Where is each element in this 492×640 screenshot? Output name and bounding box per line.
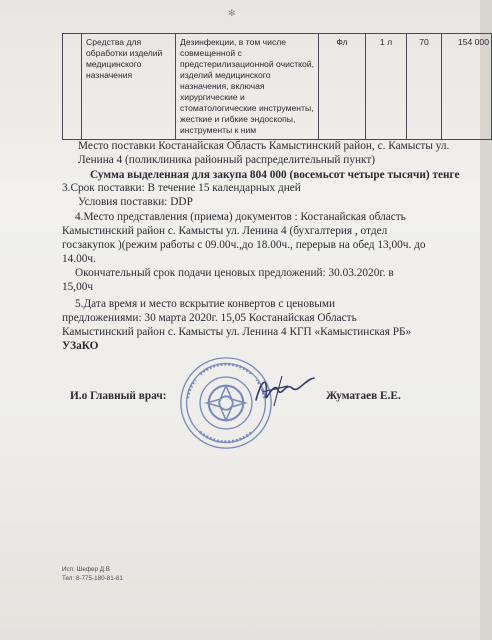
deadline-line-2: 15,00ч <box>62 281 94 293</box>
opening-line-1: 5.Дата время и место вскрытие конвертов с ценовыми <box>75 298 336 310</box>
table-cell-number <box>63 34 82 140</box>
top-mark: ✻ <box>228 8 236 18</box>
documents-place-line-3: госзакупок )(режим работы с 09.00ч.,до 18.00ч., перерыв на обед 13,00ч. до <box>62 239 426 251</box>
opening-line-2: предложениями: 30 марта 2020г. 15,05 Костанайская Область <box>62 312 357 324</box>
deadline-line-1: Окончательный срок подачи ценовых предложений: 30.03.2020г. в <box>75 267 394 279</box>
amount-line: Сумма выделенная для закупа 804 000 (восемьсот четыре тысячи) тенге <box>90 169 460 181</box>
handwritten-signature <box>248 370 318 410</box>
table-row <box>63 34 492 140</box>
conditions-line: Условия поставки: DDP <box>78 196 193 208</box>
table-cell-quantity: 70 <box>407 34 442 140</box>
documents-place-line-4: 14.00ч. <box>62 253 96 265</box>
delivery-place-line-2: Ленина 4 (поликлиника районный распределительный пункт) <box>78 154 376 166</box>
table-cell-pack: 1 л <box>366 34 407 140</box>
items-table <box>62 33 492 140</box>
term-line: 3.Срок поставки: В течение 15 календарных дней <box>62 182 301 194</box>
table-cell-description: Дезинфекции, в том числе совмещенной с предстерилизационной очисткой, изделий медицинского назначения, включая хирургические и стоматологические инструменты, жесткие и гибкие эндоскопы, инструменты к ним <box>176 34 319 140</box>
opening-line-3: Камыстинский район с. Камысты ул. Ленина 4 КГП «Камыстинская РБ» <box>62 326 412 338</box>
table-cell-unit: Фл <box>319 34 366 140</box>
signature-name: Жуматаев Е.Е. <box>326 390 401 402</box>
delivery-place-line-1: Место поставки Костанайская Область Камыстинский район, с. Камысты ул. <box>78 140 450 152</box>
phone-note: Тел: 8-775-180-81-81 <box>62 575 123 582</box>
table-cell-sum: 154 000 <box>442 34 492 140</box>
documents-place-line-2: Камыстинский район с. Камысты ул. Ленина 4 (бухгалтерия , отдел <box>62 225 388 237</box>
opening-line-4: УЗаКО <box>62 340 99 352</box>
executor-note: Исп: Шефер Д.В <box>62 566 111 573</box>
signature-role: И.о Главный врач: <box>70 390 167 402</box>
table-cell-name: Средства для обработки изделий медицинского назначения <box>82 34 176 140</box>
documents-place-line-1: 4.Место представления (приема) документов : Костанайская область <box>75 211 406 223</box>
